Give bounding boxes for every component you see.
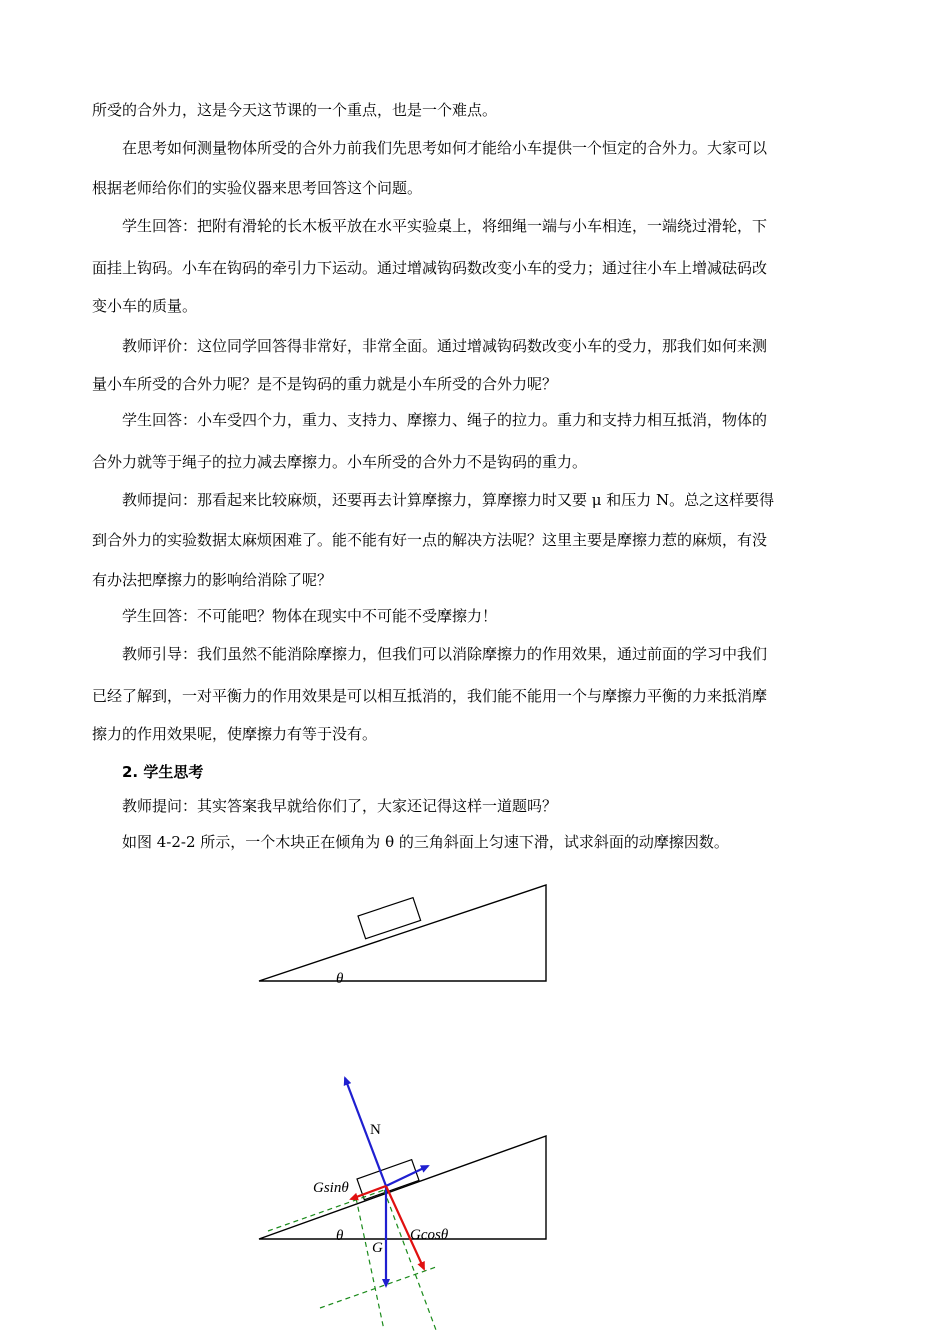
para-2-line-0: 学生回答：把附有滑轮的长木板平放在水平实验桌上，将细绳一端与小车相连，一端绕过滑轮，下 (122, 217, 768, 235)
para-2-line-1: 面挂上钩码。小车在钩码的牵引力下运动。通过增减钩码数改变小车的受力；通过往小车上增减砝码改 (92, 259, 768, 277)
block-1 (358, 898, 421, 939)
normal-label: N (370, 1122, 381, 1138)
para-1-line-1: 根据老师给你们的实验仪器来思考回答这个问题。 (92, 179, 423, 197)
dashed-construction-lines (268, 1190, 436, 1330)
gcos-label: Gcosθ (410, 1227, 449, 1243)
normal-force-arrow (345, 1078, 386, 1186)
para-0-line-0: 所受的合外力，这是今天这节课的一个重点，也是一个难点。 (92, 101, 498, 119)
after-heading-line-1: 如图 4-2-2 所示，一个木块正在倾角为 θ 的三角斜面上匀速下滑，试求斜面的动摩擦因数。 (122, 833, 729, 851)
para-5-line-1: 到合外力的实验数据太麻烦困难了。能不能有好一点的解决方法呢？这里主要是摩擦力惹的麻烦，有没 (92, 531, 768, 549)
blue-force-arrows (345, 1078, 428, 1286)
para-2-line-2: 变小车的质量。 (92, 297, 198, 315)
para-5-line-0: 教师提问：那看起来比较麻烦，还要再去计算摩擦力，算摩擦力时又要 μ 和压力 N。总之这样要得 (122, 491, 775, 509)
incline-triangle-1 (259, 885, 546, 981)
incline-triangle-2 (259, 1136, 546, 1239)
para-3-line-1: 量小车所受的合外力呢？是不是钩码的重力就是小车所受的合外力呢？ (92, 375, 558, 393)
para-6-line-0: 学生回答：不可能吧？物体在现实中不可能不受摩擦力！ (122, 607, 498, 625)
block-2 (357, 1160, 419, 1200)
angle-label-2: θ (336, 1228, 344, 1244)
gsin-label: Gsinθ (313, 1180, 349, 1196)
para-4-line-1: 合外力就等于绳子的拉力减去摩擦力。小车所受的合外力不是钩码的重力。 (92, 453, 588, 471)
angle-label-1: θ (336, 971, 344, 987)
gravity-label: G (372, 1240, 383, 1256)
friction-arrow (386, 1166, 428, 1186)
red-component-arrows (351, 1186, 424, 1269)
section-heading: 2. 学生思考 (122, 763, 204, 781)
after-heading-line-0: 教师提问：其实答案我早就给你们了，大家还记得这样一道题吗？ (122, 797, 558, 815)
para-7-line-0: 教师引导：我们虽然不能消除摩擦力，但我们可以消除摩擦力的作用效果，通过前面的学习中我们 (122, 645, 768, 663)
para-7-line-2: 擦力的作用效果呢，使摩擦力有等于没有。 (92, 725, 378, 743)
para-4-line-0: 学生回答：小车受四个力，重力、支持力、摩擦力、绳子的拉力。重力和支持力相互抵消，物体的 (122, 411, 768, 429)
para-5-line-2: 有办法把摩擦力的影响给消除了呢？ (92, 571, 333, 589)
gsin-arrow (351, 1186, 386, 1199)
para-7-line-1: 已经了解到，一对平衡力的作用效果是可以相互抵消的，我们能不能用一个与摩擦力平衡的力来抵消摩 (92, 687, 768, 705)
para-3-line-0: 教师评价：这位同学回答得非常好，非常全面。通过增减钩码数改变小车的受力，那我们如何来测 (122, 337, 768, 355)
gcos-arrow (386, 1186, 424, 1269)
para-1-line-0: 在思考如何测量物体所受的合外力前我们先思考如何才能给小车提供一个恒定的合外力。大家可以 (122, 139, 768, 157)
